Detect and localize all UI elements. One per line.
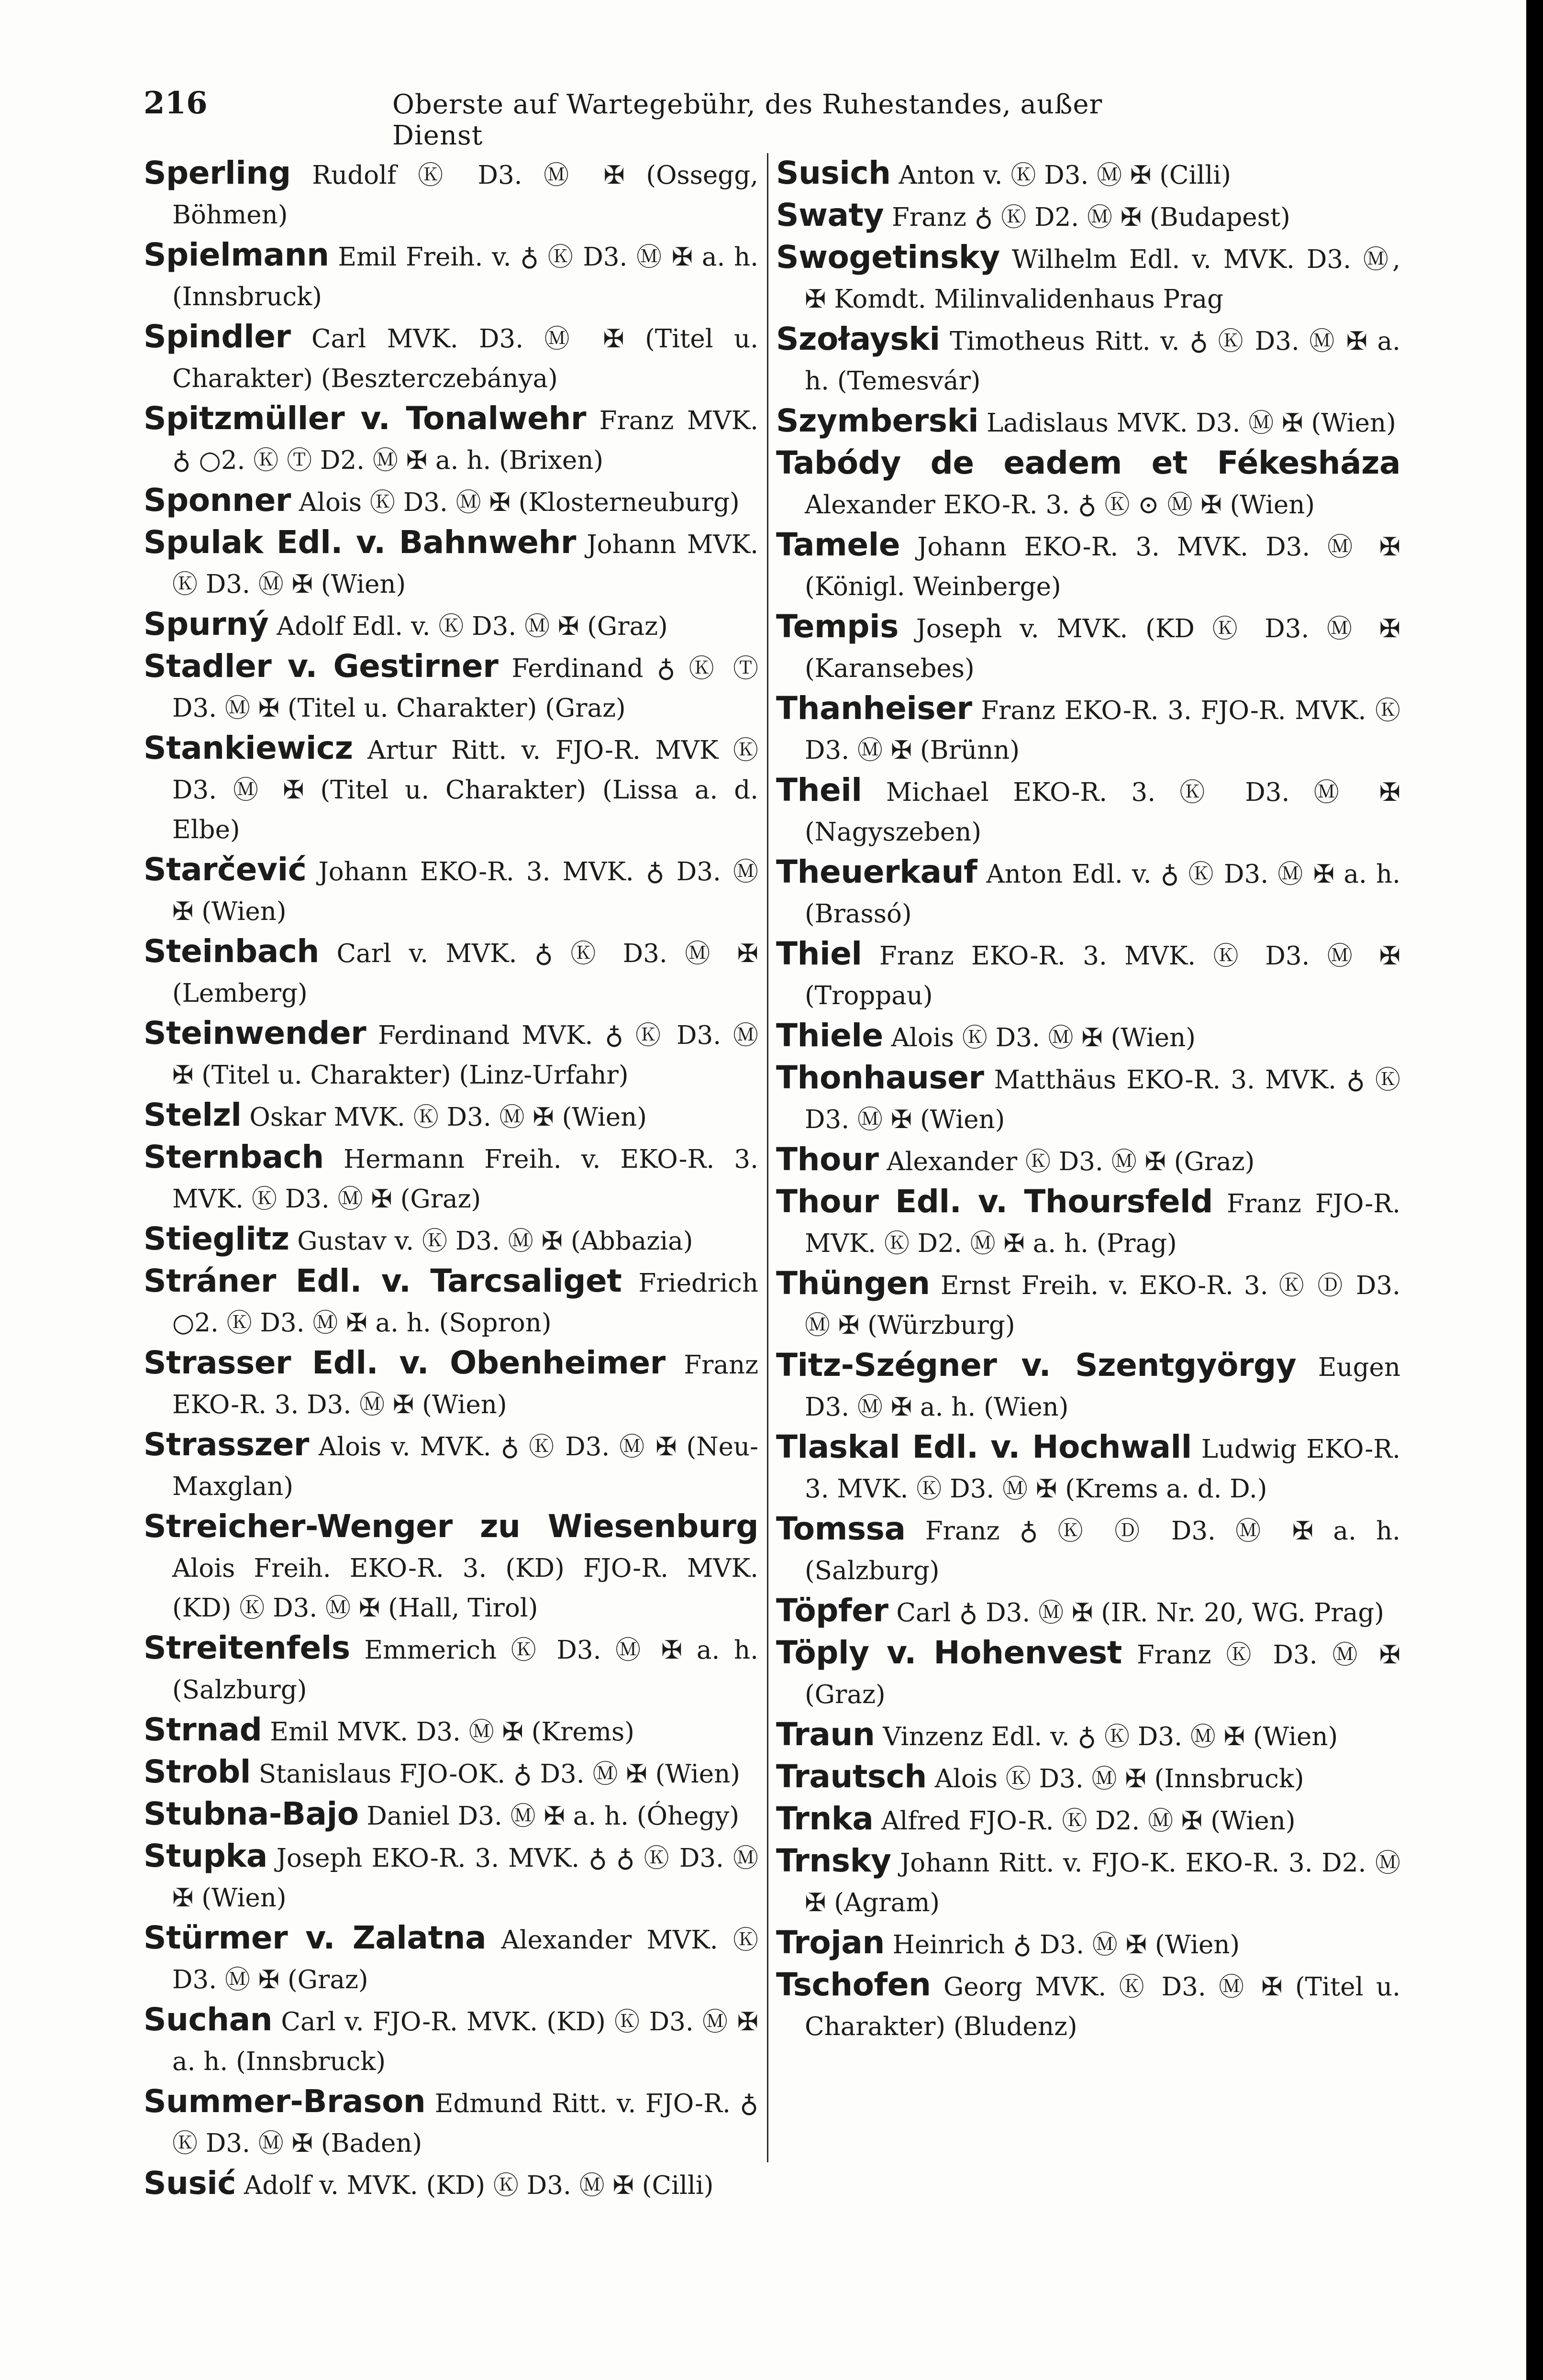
entry-surname: Spielmann [144, 236, 329, 273]
entry-details: Anton Edl. v. ♁ Ⓚ D3. Ⓜ ✠ a. h. (Brassó) [805, 860, 1400, 929]
roster-entry [144, 480, 758, 522]
entry-surname: Swogetinsky [776, 239, 1000, 276]
entry-details: Alexander Ⓚ D3. Ⓜ ✠ (Graz) [887, 1147, 1255, 1176]
page-number: 216 [144, 85, 208, 121]
roster-entry [144, 235, 758, 317]
entry-details: Alexander EKO-R. 3. ♁ Ⓚ ⊙ Ⓜ ✠ (Wien) [805, 490, 1315, 520]
entry-details: Johann EKO-R. 3. MVK. D3. Ⓜ ✠ (Königl. Weinberge) [805, 532, 1400, 601]
roster-entry [776, 1427, 1400, 1509]
entry-details: Alois Ⓚ D3. Ⓜ ✠ (Innsbruck) [934, 1764, 1304, 1793]
entry-details: Adolf v. MVK. (KD) Ⓚ D3. Ⓜ ✠ (Cilli) [244, 2171, 714, 2200]
roster-entry [144, 317, 758, 399]
entry-details: Alois v. MVK. ♁ Ⓚ D3. Ⓜ ✠ (Neu-Maxglan) [172, 1432, 758, 1501]
entry-surname: Strasser Edl. v. Obenheimer [144, 1344, 666, 1381]
page-header [144, 85, 1153, 151]
entry-surname: Töply v. Hohenvest [776, 1634, 1122, 1671]
roster-entry [776, 401, 1400, 443]
roster-entry [776, 1591, 1400, 1633]
entry-surname: Tomssa [776, 1510, 906, 1547]
roster-entry [144, 1095, 758, 1137]
entry-details: Heinrich ♁ D3. Ⓜ ✠ (Wien) [892, 1930, 1240, 1959]
entry-details: Johann Ritt. v. FJO-K. EKO-R. 3. D2. Ⓜ ✠ (Agram) [805, 1849, 1400, 1917]
roster-entry [776, 1016, 1400, 1058]
roster-entry [144, 1219, 758, 1261]
entry-surname: Spulak Edl. v. Bahnwehr [144, 524, 576, 561]
roster-entry [776, 1923, 1400, 1965]
entry-details: Georg MVK. Ⓚ D3. Ⓜ ✠ (Titel u. Charakter) (Bludenz) [805, 1972, 1400, 2041]
roster-entry [776, 1058, 1400, 1140]
roster-entry [144, 1918, 758, 2000]
roster-entry [776, 770, 1400, 852]
entry-surname: Trnka [776, 1800, 874, 1837]
roster-entry [776, 607, 1400, 688]
entry-surname: Streitenfels [144, 1629, 350, 1666]
entry-surname: Spurný [144, 606, 269, 642]
roster-entry [144, 1425, 758, 1506]
entry-details: Carl ♁ D3. Ⓜ ✠ (IR. Nr. 20, WG. Prag) [896, 1598, 1384, 1627]
entry-surname: Thiel [776, 935, 862, 972]
entry-surname: Spitzmüller v. Tonalwehr [144, 400, 586, 437]
roster-entry [776, 525, 1400, 607]
entry-details: Alfred FJO-R. Ⓚ D2. Ⓜ ✠ (Wien) [881, 1806, 1296, 1836]
roster-entry [144, 604, 758, 646]
entry-details: Carl v. MVK. ♁ Ⓚ D3. Ⓜ ✠ (Lemberg) [172, 939, 758, 1008]
entry-surname: Steinwender [144, 1015, 366, 1052]
entry-details: Carl MVK. D3. Ⓜ ✠ (Titel u. Charakter) (Beszterczebánya) [172, 324, 758, 393]
entry-surname: Stankiewicz [144, 730, 353, 766]
entry-details: Stanislaus FJO-OK. ♁ D3. Ⓜ ✠ (Wien) [258, 1760, 740, 1789]
entry-surname: Thour [776, 1141, 879, 1178]
roster-entry [144, 1506, 758, 1628]
entry-surname: Susich [776, 155, 891, 191]
entry-surname: Susić [144, 2165, 236, 2202]
roster-entry [144, 1794, 758, 1836]
entry-details: Franz MVK. ♁ ○2. Ⓚ Ⓣ D2. Ⓜ ✠ a. h. (Brixen) [172, 406, 758, 475]
entry-surname: Thour Edl. v. Thoursfeld [776, 1183, 1213, 1220]
entry-details: Vinzenz Edl. v. ♁ Ⓚ D3. Ⓜ ✠ (Wien) [883, 1722, 1338, 1751]
entry-details: Alexander MVK. Ⓚ D3. Ⓜ ✠ (Graz) [172, 1926, 758, 1994]
entry-details: Adolf Edl. v. Ⓚ D3. Ⓜ ✠ (Graz) [277, 612, 668, 641]
entry-details: Franz EKO-R. 3. FJO-R. MVK. Ⓚ D3. Ⓜ ✠ (Brünn) [805, 696, 1400, 765]
entry-surname: Thiele [776, 1017, 883, 1054]
roster-entry [144, 1261, 758, 1343]
roster-entry [776, 934, 1400, 1016]
roster-entry [776, 1633, 1400, 1715]
entry-surname: Swaty [776, 197, 884, 233]
entry-details: Oskar MVK. Ⓚ D3. Ⓜ ✠ (Wien) [249, 1103, 647, 1132]
roster-entry [776, 443, 1400, 525]
entry-surname: Sternbach [144, 1139, 324, 1175]
entry-surname: Starčević [144, 851, 307, 888]
roster-entry [144, 1628, 758, 1710]
entry-surname: Stieglitz [144, 1220, 289, 1257]
entry-details: Matthäus EKO-R. 3. MVK. ♁ Ⓚ D3. Ⓜ ✠ (Wien) [805, 1065, 1400, 1134]
roster-entry [144, 1343, 758, 1425]
entry-surname: Thanheiser [776, 690, 972, 727]
entry-details: Timotheus Ritt. v. ♁ Ⓚ D3. Ⓜ ✠ a. h. (Temesvár) [805, 327, 1400, 396]
entry-surname: Theil [776, 772, 862, 808]
entry-surname: Streicher-Wenger zu Wiesenburg [144, 1508, 758, 1545]
entry-details: Rudolf Ⓚ D3. Ⓜ ✠ (Ossegg, Böhmen) [172, 161, 758, 230]
entry-surname: Spindler [144, 318, 291, 355]
entry-surname: Szymberski [776, 402, 979, 439]
roster-entry [776, 1757, 1400, 1799]
roster-entry [776, 1715, 1400, 1757]
roster-entry [776, 237, 1400, 319]
entry-details: Emmerich Ⓚ D3. Ⓜ ✠ a. h. (Salzburg) [172, 1636, 758, 1705]
entry-details: Ferdinand MVK. ♁ Ⓚ D3. Ⓜ ✠ (Titel u. Charakter) (Linz-Urfahr) [172, 1021, 758, 1090]
roster-entry [776, 852, 1400, 934]
right-column [776, 153, 1400, 2181]
entry-details: Ferdinand ♁ Ⓚ Ⓣ D3. Ⓜ ✠ (Titel u. Charakter) (Graz) [172, 654, 758, 723]
roster-entry [144, 1137, 758, 1219]
entry-details: Emil Freih. v. ♁ Ⓚ D3. Ⓜ ✠ a. h. (Innsbruck) [172, 243, 758, 311]
entry-details: Wilhelm Edl. v. MVK. D3. Ⓜ, ✠ Komdt. Milinvalidenhaus Prag [805, 245, 1400, 314]
entry-details: Franz EKO-R. 3. D3. Ⓜ ✠ (Wien) [172, 1351, 758, 1419]
entry-surname: Strasszer [144, 1426, 309, 1463]
entry-details: Hermann Freih. v. EKO-R. 3. MVK. Ⓚ D3. Ⓜ ✠ (Graz) [172, 1145, 758, 1214]
entry-surname: Stubna-Bajo [144, 1795, 359, 1832]
entry-surname: Sperling [144, 155, 291, 191]
entry-details: Anton v. Ⓚ D3. Ⓜ ✠ (Cilli) [899, 161, 1231, 190]
entry-details: Ladislaus MVK. D3. Ⓜ ✠ (Wien) [986, 409, 1396, 438]
roster-entry [776, 153, 1400, 195]
entry-surname: Traun [776, 1716, 875, 1753]
entry-details: Alois Freih. EKO-R. 3. (KD) FJO-R. MVK. (KD) Ⓚ D3. Ⓜ ✠ (Hall, Tirol) [172, 1554, 758, 1623]
entry-surname: Stelzl [144, 1096, 242, 1133]
entry-surname: Tlaskal Edl. v. Hochwall [776, 1428, 1192, 1465]
entry-details: Franz ♁ Ⓚ Ⓓ D3. Ⓜ ✠ a. h. (Salzburg) [805, 1517, 1400, 1585]
running-title: Oberste auf Wartegebühr, des Ruhestandes, außer Dienst [392, 89, 1103, 151]
entry-surname: Thonhauser [776, 1059, 984, 1096]
entry-surname: Theuerkauf [776, 853, 977, 890]
roster-entry [776, 1182, 1400, 1263]
entry-details: Joseph EKO-R. 3. MVK. ♁ ♁ Ⓚ D3. Ⓜ ✠ (Wien) [172, 1844, 758, 1913]
entry-surname: Strobl [144, 1753, 251, 1790]
roster-entry [144, 850, 758, 931]
entry-surname: Trautsch [776, 1758, 927, 1795]
entry-surname: Stadler v. Gestirner [144, 648, 499, 685]
entry-surname: Suchan [144, 2001, 273, 2038]
roster-entry [144, 2163, 758, 2205]
roster-entry [144, 522, 758, 604]
entry-details: Johann EKO-R. 3. MVK. ♁ D3. Ⓜ ✠ (Wien) [172, 857, 758, 926]
roster-entry [144, 1752, 758, 1794]
roster-entry [144, 399, 758, 480]
roster-entry [776, 1841, 1400, 1923]
roster-entry [144, 728, 758, 850]
entry-surname: Trnsky [776, 1842, 891, 1879]
entry-details: Joseph v. MVK. (KD Ⓚ D3. Ⓜ ✠ (Karansebes) [805, 614, 1400, 683]
entry-surname: Töpfer [776, 1592, 888, 1629]
entry-details: Edmund Ritt. v. FJO-R. ♁ Ⓚ D3. Ⓜ ✠ (Baden) [172, 2089, 758, 2158]
roster-entry [144, 1836, 758, 1918]
roster-entry [776, 319, 1400, 401]
roster-entry [776, 1799, 1400, 1841]
roster-entry [144, 1013, 758, 1095]
column-divider [767, 153, 768, 2162]
entry-details: Franz Ⓚ D3. Ⓜ ✠ (Graz) [805, 1640, 1400, 1709]
roster-entry [776, 1345, 1400, 1427]
roster-entry [144, 931, 758, 1013]
entry-surname: Tschofen [776, 1966, 931, 2003]
roster-entry [776, 688, 1400, 770]
roster-entry [776, 1965, 1400, 2047]
entry-details: Franz ♁ Ⓚ D2. Ⓜ ✠ (Budapest) [891, 203, 1290, 232]
entry-details: Alois Ⓚ D3. Ⓜ ✠ (Klosterneuburg) [299, 488, 740, 517]
entry-details: Johann MVK. Ⓚ D3. Ⓜ ✠ (Wien) [172, 530, 758, 599]
entry-surname: Summer-Brason [144, 2083, 426, 2120]
entry-details: Ludwig EKO-R. 3. MVK. Ⓚ D3. Ⓜ ✠ (Krems a. d. D.) [805, 1435, 1400, 1504]
entry-details: Franz FJO-R. MVK. Ⓚ D2. Ⓜ ✠ a. h. (Prag) [805, 1189, 1400, 1258]
entry-surname: Tempis [776, 608, 899, 645]
roster-entry [144, 1710, 758, 1752]
entry-details: Emil MVK. D3. Ⓜ ✠ (Krems) [270, 1717, 634, 1747]
roster-entry [144, 2000, 758, 2081]
entry-surname: Stráner Edl. v. Tarcsaliget [144, 1262, 622, 1299]
entry-details: Friedrich ○2. Ⓚ D3. Ⓜ ✠ a. h. (Sopron) [172, 1269, 758, 1338]
entry-details: Franz EKO-R. 3. MVK. Ⓚ D3. Ⓜ ✠ (Troppau) [805, 941, 1400, 1010]
entry-surname: Strnad [144, 1711, 262, 1748]
entry-surname: Sponner [144, 482, 291, 519]
roster-entry [776, 1140, 1400, 1182]
roster-entry [144, 153, 758, 235]
roster-entry [144, 2081, 758, 2163]
entry-surname: Thüngen [776, 1265, 930, 1302]
entry-surname: Tabódy de eadem et Fékesháza [776, 444, 1400, 481]
roster-entry [144, 646, 758, 728]
roster-entry [776, 195, 1400, 237]
entry-surname: Trojan [776, 1924, 885, 1961]
entry-details: Alois Ⓚ D3. Ⓜ ✠ (Wien) [891, 1023, 1196, 1052]
entry-surname: Stürmer v. Zalatna [144, 1919, 487, 1956]
entry-details: Michael EKO-R. 3. Ⓚ D3. Ⓜ ✠ (Nagyszeben) [805, 778, 1400, 847]
entry-details: Ernst Freih. v. EKO-R. 3. Ⓚ Ⓓ D3. Ⓜ ✠ (Würzburg) [805, 1271, 1400, 1340]
entry-surname: Tamele [776, 526, 900, 563]
entry-details: Carl v. FJO-R. MVK. (KD) Ⓚ D3. Ⓜ ✠ a. h. (Innsbruck) [172, 2007, 758, 2076]
roster-entry [776, 1509, 1400, 1591]
roster-entry [776, 1263, 1400, 1345]
entry-details: Artur Ritt. v. FJO-R. MVK Ⓚ D3. Ⓜ ✠ (Titel u. Charakter) (Lissa a. d. Elbe) [172, 736, 758, 844]
left-column [144, 153, 758, 2202]
entry-details: Gustav v. Ⓚ D3. Ⓜ ✠ (Abbazia) [297, 1227, 693, 1256]
entry-details: Daniel D3. Ⓜ ✠ a. h. (Óhegy) [366, 1802, 740, 1831]
entry-surname: Titz-Szégner v. Szentgyörgy [776, 1347, 1297, 1384]
entry-surname: Szołayski [776, 321, 940, 357]
entry-surname: Steinbach [144, 933, 319, 970]
entry-details: Eugen D3. Ⓜ ✠ a. h. (Wien) [805, 1353, 1400, 1422]
entry-surname: Stupka [144, 1838, 267, 1874]
